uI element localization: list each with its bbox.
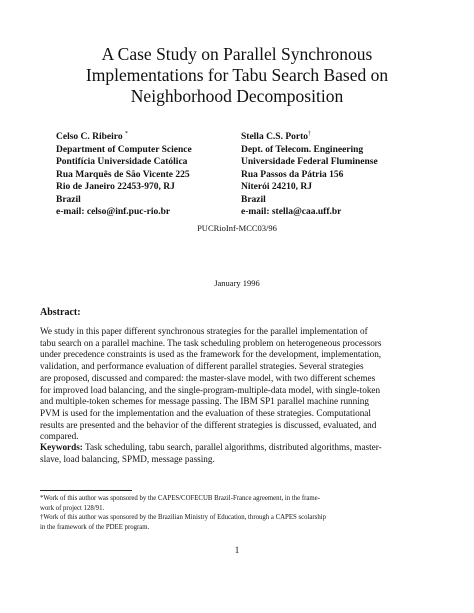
keywords-line xyxy=(40,442,434,454)
author-name-line xyxy=(56,128,192,144)
author-address-line: Rua Passos da Pátria 156 xyxy=(241,169,344,180)
title-line: Neighborhood Decomposition xyxy=(130,86,344,106)
abstract-body xyxy=(40,326,434,443)
author-name: Celso C. Ribeiro xyxy=(56,132,123,143)
author-name-line xyxy=(241,128,378,144)
keywords-label: Keywords: xyxy=(40,442,83,452)
author-email: e-mail: stella@caa.uff.br xyxy=(241,207,342,218)
footnote-line: work of project 128/91. xyxy=(40,504,105,512)
author-address-line: Rio de Janeiro 22453-970, RJ xyxy=(56,182,175,193)
abstract-heading: Abstract: xyxy=(40,307,81,318)
page-number: 1 xyxy=(234,545,240,555)
author-footnote-mark: * xyxy=(124,131,128,137)
footnotes xyxy=(40,494,434,532)
footnote-divider xyxy=(40,490,132,491)
author-block-ribeiro xyxy=(56,128,192,219)
author-affiliation-line: Pontifícia Universidade Católica xyxy=(56,157,188,168)
abstract-line: validation, and performance evaluation of different parallel strategies. Several strategies xyxy=(40,361,364,372)
abstract-line: We study in this paper different synchronous strategies for the parallel implementation of xyxy=(40,326,368,336)
keywords-paragraph xyxy=(40,442,434,465)
publication-date: January 1996 xyxy=(214,278,260,288)
author-email: e-mail: celso@inf.puc-rio.br xyxy=(56,207,171,218)
report-number: PUCRioInf-MCC03/96 xyxy=(197,223,277,233)
author-affiliation-line: Department of Computer Science xyxy=(56,144,192,155)
abstract-line: for improved load balancing, and the single-program-multiple-data model, with single-token xyxy=(40,384,381,395)
abstract-line: results are presented and the behavior of the different strategies is discussed, evaluated, and xyxy=(40,419,377,430)
abstract-line: and multiple-token schemes for message passing. The IBM SP1 parallel machine running xyxy=(40,396,369,407)
footnote-line: *Work of this author was sponsored by the CAPES/COFECUB Brazil-France agreement, in the frame- xyxy=(40,495,320,502)
author-block-porto xyxy=(241,128,378,219)
keywords-line: slave, load balancing, SPMD, message passing. xyxy=(40,453,215,464)
abstract-line: PVM is used for the implementation and the evaluation of these strategies. Computational xyxy=(40,407,371,418)
abstract-line: compared. xyxy=(40,431,79,442)
author-name: Stella C.S. Porto xyxy=(241,132,309,143)
footnote-line: †Work of this author was sponsored by the Brazilian Ministry of Education, through a CAPES scolarship xyxy=(40,514,327,522)
author-footnote-mark: † xyxy=(308,131,312,137)
abstract-line: under precedence constraints is used as the framework for the development, implementation, xyxy=(40,349,382,360)
abstract-line: are proposed, discussed and compared: the master-slave model, with two different schemes xyxy=(40,372,376,383)
author-country: Brazil xyxy=(56,194,81,205)
author-address-line: Rua Marquês de São Vicente 225 xyxy=(56,169,190,180)
footnote-line: in the framework of the PDEE program. xyxy=(40,523,150,531)
author-affiliation-line: Dept. of Telecom. Engineering xyxy=(241,144,364,155)
abstract-line: tabu search on a parallel machine. The task scheduling problem on heterogeneous processors xyxy=(40,337,382,348)
paper-title xyxy=(40,44,434,107)
title-line: Implementations for Tabu Search Based on xyxy=(85,65,389,85)
title-line: A Case Study on Parallel Synchronous xyxy=(101,44,373,64)
keywords-text: Task scheduling, tabu search, parallel algorithms, distributed algorithms, master- xyxy=(82,442,382,452)
author-address-line: Niterói 24210, RJ xyxy=(241,182,312,193)
author-country: Brazil xyxy=(241,194,266,205)
author-affiliation-line: Universidade Federal Fluminense xyxy=(241,157,378,168)
